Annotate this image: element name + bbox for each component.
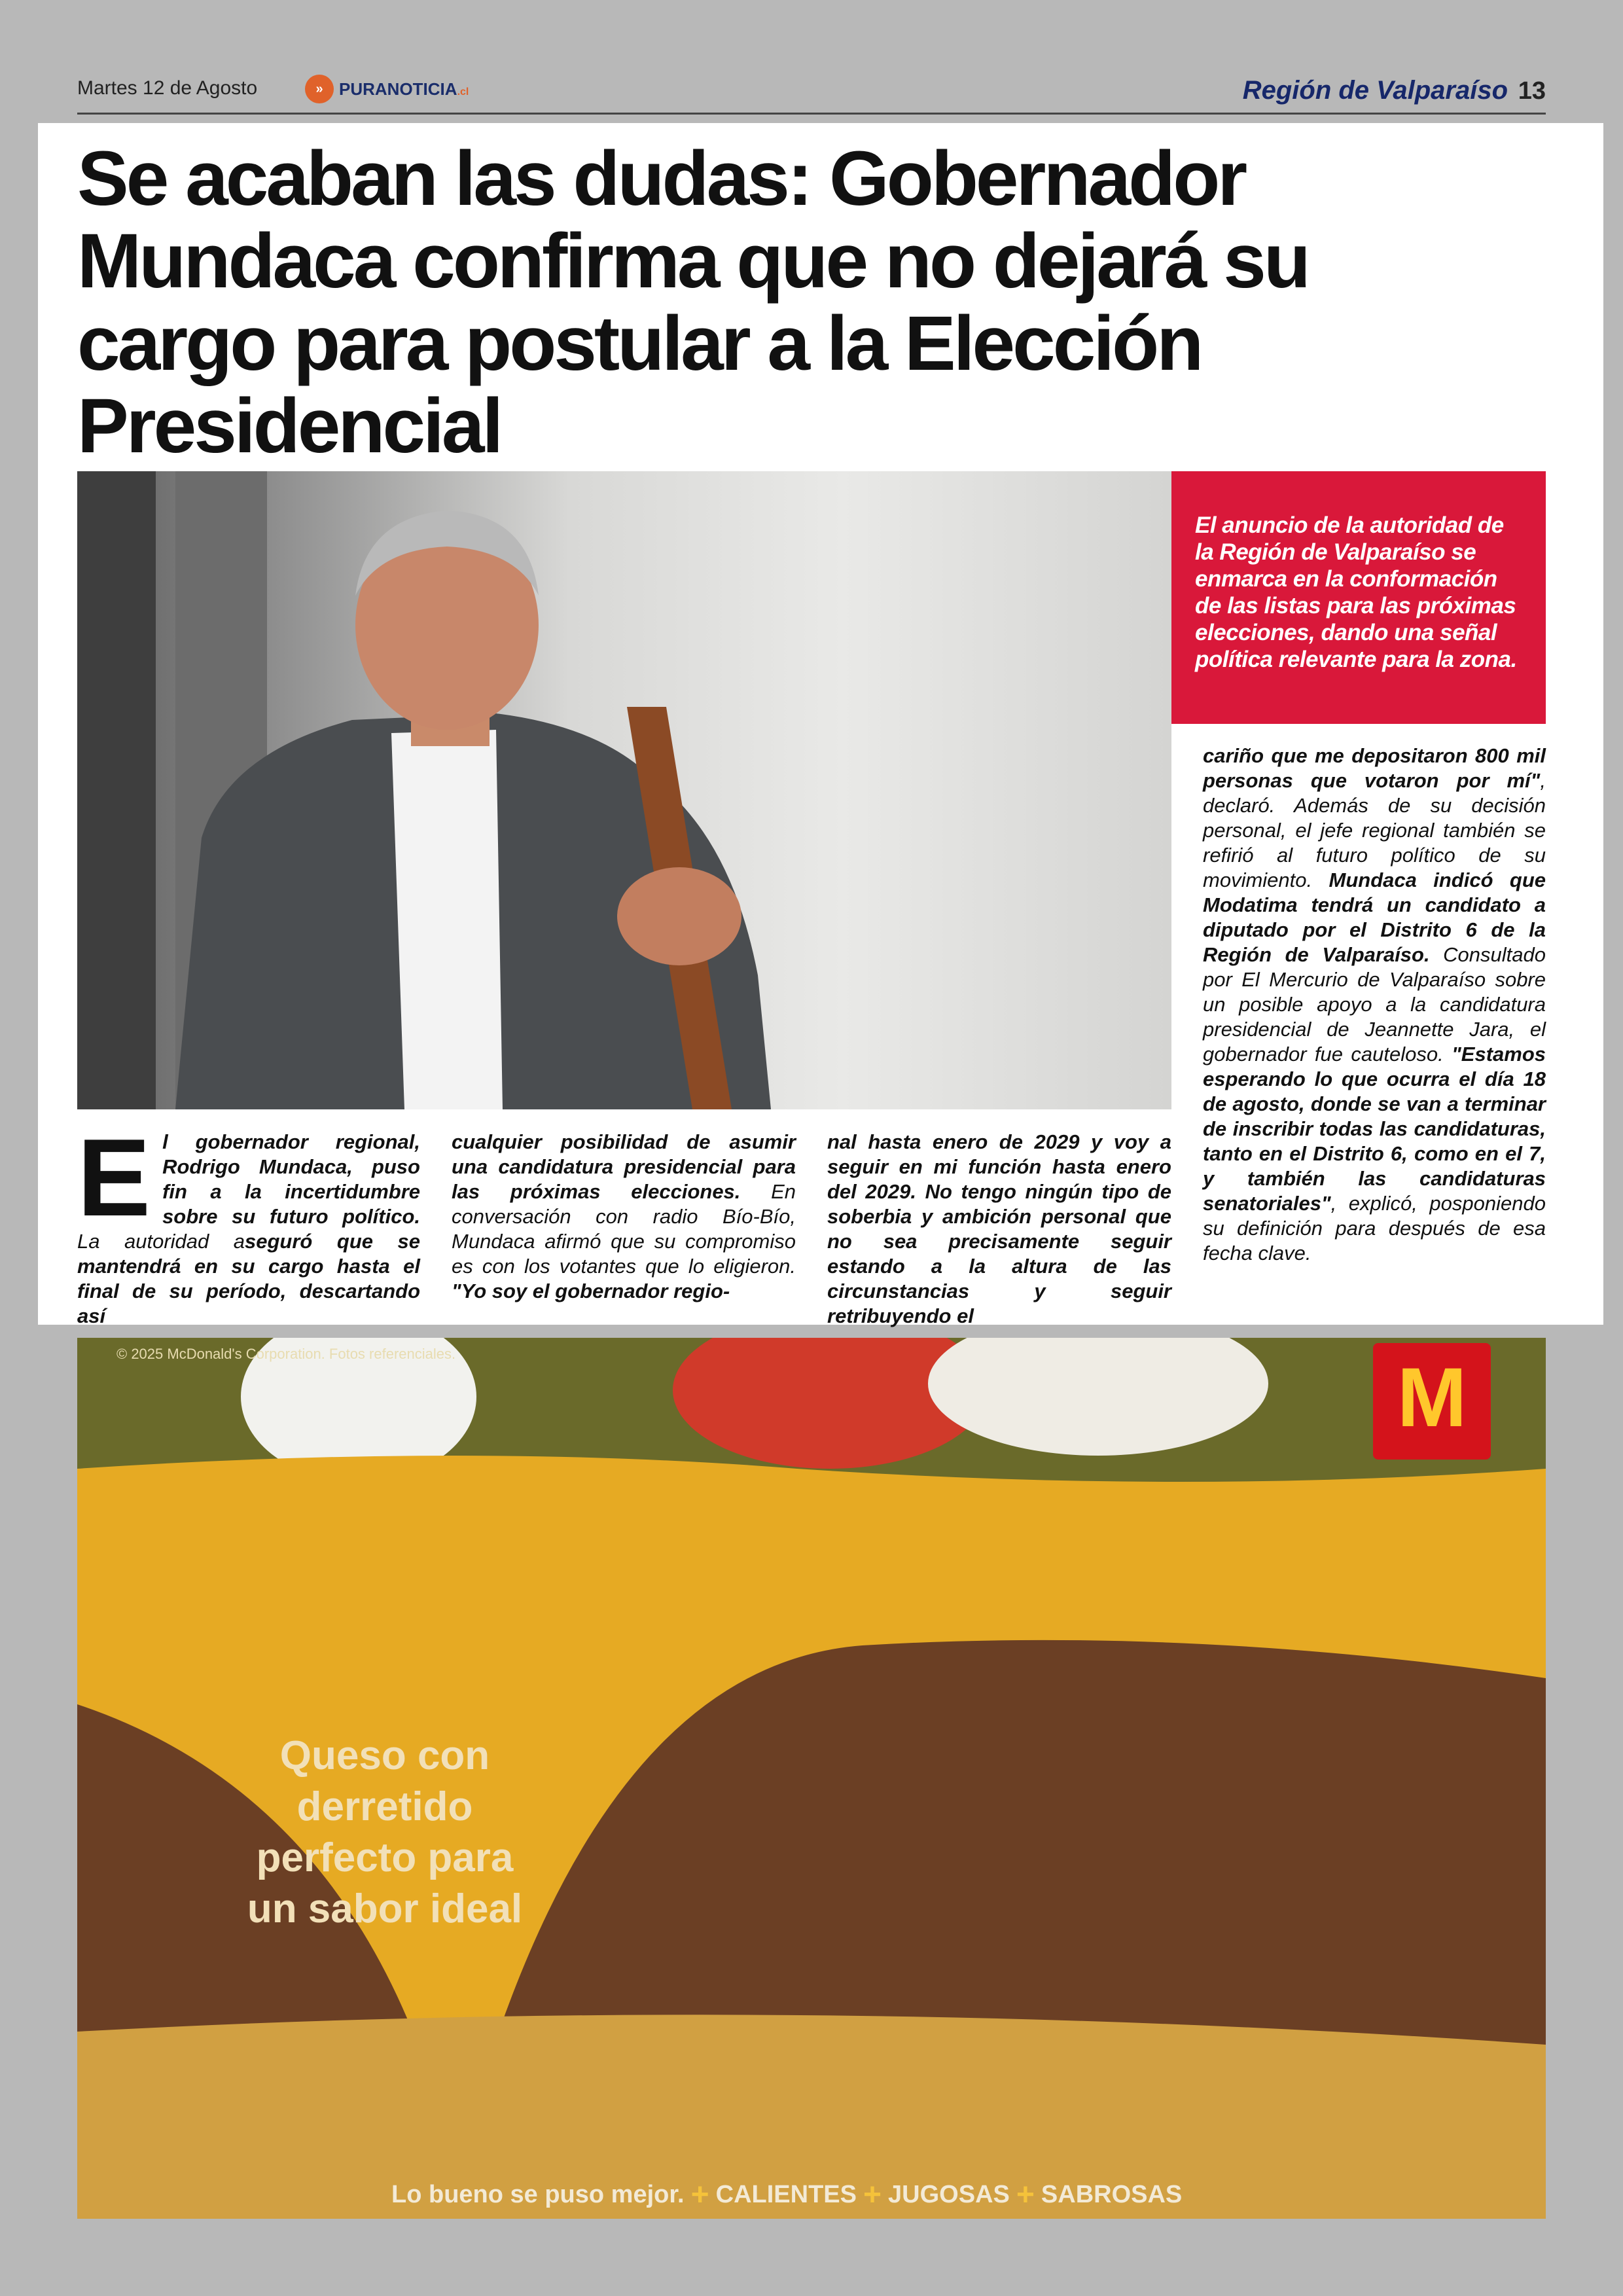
logo-text: PURANOTICIA — [339, 79, 457, 99]
plus-icon: + — [1016, 2178, 1035, 2212]
col2-lead: cualquier posibilidad de asumir una candidatura presidencial para las próximas elecciones. — [452, 1130, 796, 1203]
col4-text-1: , declaró. Además de su decisión personal, el jefe regional también se refirió al futuro político de su movimiento. — [1203, 769, 1546, 891]
ad-claim: Queso con derretido perfecto para un sabor ideal — [247, 1733, 523, 1931]
ad-copyright: © 2025 McDonald's Corporation. Fotos referenciales. — [116, 1346, 456, 1362]
puranoticia-logo[interactable] — [305, 75, 469, 103]
article-column-1 — [77, 1116, 420, 1329]
col4-text-2: Consultado por El Mercurio de Valparaíso sobre un posible apoyo a la candidatura presidencial de Jeannette Jara, el gobernador fue cauteloso. — [1203, 943, 1546, 1066]
headline: Se acaban las dudas: Gobernador Mundaca confirma que no dejará su cargo para postular a la Elección Presidencial — [77, 135, 1308, 469]
issue-date: Martes 12 de Agosto — [77, 77, 258, 99]
article-column-3 — [827, 1130, 1171, 1329]
page-number: 13 — [1518, 77, 1546, 105]
callout-box — [1171, 471, 1546, 724]
col4-text-3: , explicó, posponiendo su definición para después de esa fecha clave. — [1203, 1192, 1546, 1265]
col3-quote: nal hasta enero de 2029 y voy a seguir en mi función hasta enero del 2029. No tengo ningún tipo de soberbia y ambición personal que no sea precisamente seguir estando a la altura de las circunstancias y seguir retribuyendo el — [827, 1130, 1171, 1327]
plus-icon: + — [690, 2178, 709, 2212]
dropcap: E — [77, 1116, 151, 1239]
col1-quote: seguró que se mantendrá en su cargo hasta el final de su período, descartando así — [77, 1230, 420, 1327]
col1-lead: l gobernador regional, Rodrigo Mundaca, puso fin a la incertidumbre sobre su futuro político. — [162, 1130, 420, 1228]
callout-text: El anuncio de la autoridad de la Región de Valparaíso se enmarca en la conformación de las listas para las próximas elecciones, dando una señal política relevante para la zona. — [1195, 512, 1517, 672]
ad-item-sabrosas: SABROSAS — [1041, 2181, 1183, 2208]
logo-arrows-icon: » — [305, 75, 334, 103]
section-title: Región de Valparaíso — [1242, 76, 1508, 105]
col1-text: La autoridad a — [77, 1230, 245, 1253]
ad-item-jugosas: JUGOSAS — [888, 2181, 1010, 2208]
header-divider — [77, 113, 1546, 115]
col2-text: En conversación con radio Bío-Bío, Mundaca afirmó que su compromiso es con los votantes que lo eligieron. — [452, 1180, 796, 1278]
col4-quote: cariño que me depositaron 800 mil personas que votaron por mí" — [1203, 744, 1546, 792]
col4-quote-2: "Estamos esperando lo que ocurra el día 18 de agosto, donde se van a terminar de inscribir todas las candidaturas, tanto en el Distrito 6, como en el 7, y también las candidaturas senatoriales" — [1203, 1043, 1546, 1215]
governor-photo-illustration — [77, 471, 1171, 1109]
article-column-2 — [452, 1130, 796, 1304]
plus-icon: + — [863, 2178, 882, 2212]
ad-tagline: Lo bueno se puso mejor. — [391, 2181, 685, 2208]
article-photo — [77, 471, 1171, 1109]
col4-highlight: Mundaca indicó que Modatima tendrá un candidato a diputado por el Distrito 6 de la Región de Valparaíso. — [1203, 869, 1546, 966]
col2-quote: "Yo soy el gobernador regio- — [452, 1280, 730, 1302]
mcdonalds-ad[interactable] — [77, 1338, 1546, 2219]
article-column-4 — [1203, 744, 1546, 1266]
logo-suffix: .cl — [457, 86, 469, 98]
ad-footer — [391, 2177, 1182, 2213]
mcdonalds-logo-icon[interactable]: M — [1373, 1343, 1491, 1460]
ad-item-calientes: CALIENTES — [715, 2181, 857, 2208]
